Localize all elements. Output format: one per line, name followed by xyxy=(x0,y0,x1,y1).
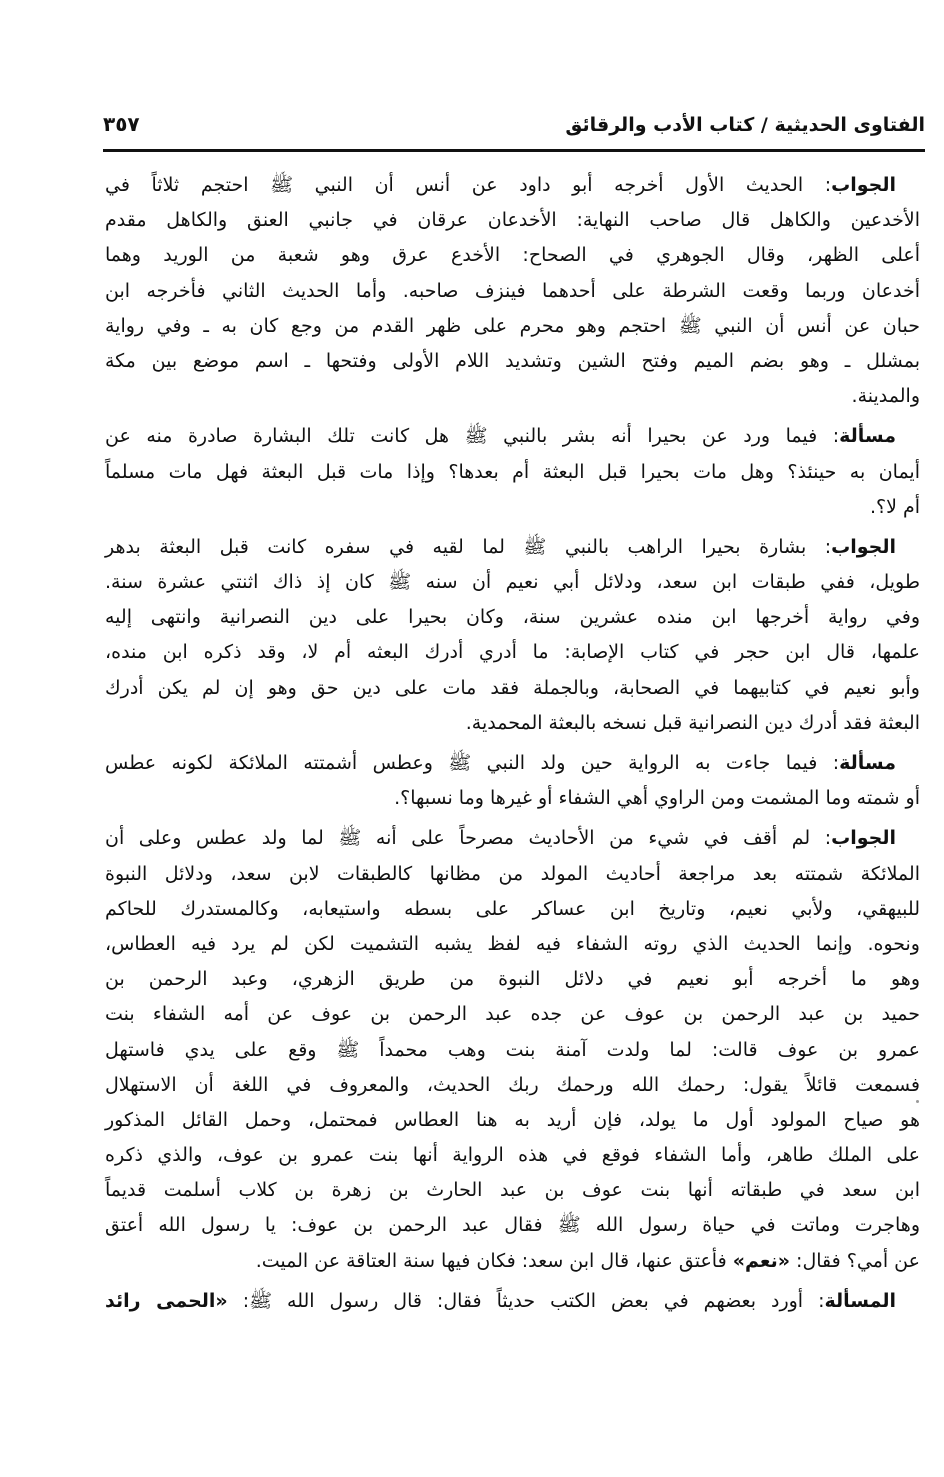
text-segment: ابن سعد في طبقاته أنها بنت عوف بن عبد الحارث بن زهرة بن كلاب أسلمت قديماً xyxy=(105,1179,920,1202)
text-segment: عن أمي؟ فقال: xyxy=(790,1249,920,1272)
text-segment: فأعتق عنها، قال ابن سعد: فكان فيها سنة العتاقة عن الميت. xyxy=(255,1249,733,1272)
text-line xyxy=(105,1033,920,1068)
bold-lead: مسألة xyxy=(839,425,896,448)
paragraph xyxy=(105,530,920,741)
text-line xyxy=(105,168,920,203)
scan-speck xyxy=(916,1100,919,1103)
page-body xyxy=(105,168,920,1324)
bold-lead: «نعم» xyxy=(732,1249,790,1272)
text-line xyxy=(105,857,920,892)
text-segment: الأخدعين والكاهل قال صاحب النهاية: الأخدعان عرقان في جانبي العنق والكاهل مقدم xyxy=(105,209,920,232)
text-line xyxy=(105,927,920,962)
text-line xyxy=(105,892,920,927)
text-segment: والمدينة. xyxy=(851,385,920,408)
text-line xyxy=(105,530,920,565)
text-segment: وهاجرت وماتت في حياة رسول الله ﷺ فقال عبد الرحمن بن عوف: يا رسول الله أعتق xyxy=(105,1214,920,1237)
text-segment: : فيما ورد عن بحيرا أنه بشر بالنبي ﷺ هل كانت تلك البشارة صادرة منه عن xyxy=(105,425,840,448)
text-line xyxy=(105,565,920,600)
text-line xyxy=(105,746,920,781)
text-line xyxy=(105,238,920,273)
text-line xyxy=(105,821,920,856)
text-line xyxy=(105,997,920,1032)
text-line xyxy=(105,309,920,344)
text-line xyxy=(105,455,920,490)
text-line xyxy=(105,671,920,706)
text-line xyxy=(105,1208,920,1243)
text-segment: على الملك طاهر، وأما الشفاء فوقع في هذه الرواية أنها بنت عمرو بن عوف، والذي ذكره xyxy=(105,1144,920,1167)
text-segment: وأبو نعيم في كتابيهما في الصحابة، وبالجملة فقد مات على دين حق وهو إن لم يكن أدرك xyxy=(105,676,920,699)
bold-lead: الجواب xyxy=(831,174,896,196)
paragraph xyxy=(105,1284,920,1319)
text-segment: : الحديث الأول أخرجه أبو داود عن أنس أن النبي ﷺ احتجم ثلاثاً في xyxy=(105,174,832,196)
text-segment: أخدعان وربما وقعت الشرطة على أحدهما فينزف صاحبه. وأما الحديث الثاني فأخرجه ابن xyxy=(105,279,920,302)
text-segment: طويل، ففي طبقات ابن سعد، ودلائل أبي نعيم أن سنه ﷺ كان إذ ذاك اثنتي عشرة سنة. xyxy=(105,571,920,594)
paragraph xyxy=(105,168,920,414)
text-line xyxy=(105,706,920,741)
text-line xyxy=(105,962,920,997)
text-segment: الملائكة شمتته بعد مراجعة أحاديث المولد من مظانها كالطبقات لابن سعد، ودلائل النبوة xyxy=(105,862,920,885)
page-header xyxy=(103,110,925,146)
text-line xyxy=(105,1244,920,1279)
paragraph xyxy=(105,419,920,525)
text-segment: : لم أقف في شيء من الأحاديث مصرحاً على أنه ﷺ لما ولد عطس وعلى أن xyxy=(105,827,832,850)
bold-lead: الجواب xyxy=(831,535,896,558)
text-line xyxy=(105,419,920,454)
paragraph xyxy=(105,746,920,816)
text-segment: علمها، قال ابن حجر في كتاب الإصابة: ما أدري أدرك البعثه أم لا، وقد ذكره ابن منده، xyxy=(105,641,920,664)
text-segment: للبيهقي، ولأبي نعيم، وتاريخ ابن عساكر على بسطه واستيعابه، وكالمستدرك للحاكم xyxy=(105,897,920,920)
text-line xyxy=(105,274,920,309)
text-segment: أم لا؟. xyxy=(869,495,920,518)
text-line xyxy=(105,635,920,670)
text-line xyxy=(105,203,920,238)
bold-lead: «الحمى رائد xyxy=(105,1289,228,1312)
text-line xyxy=(105,1068,920,1103)
text-segment: ونحوه. وإنما الحديث الذي روته الشفاء فيه لفظ يشبه التشميت لكن لم يرد فيه العطاس، xyxy=(105,932,920,955)
text-segment: بمشلل ـ وهو بضم الميم وفتح الشين وتشديد اللام الأولى وفتحها ـ اسم موضع بين مكة xyxy=(105,349,920,372)
text-segment: حبان عن أنس أن النبي ﷺ احتجم وهو محرم على ظهر القدم من وجع كان به ـ وفي رواية xyxy=(105,314,920,337)
text-line xyxy=(105,781,920,816)
page-number: ٣٥٧ xyxy=(103,112,140,136)
bold-lead: مسألة xyxy=(839,752,896,774)
text-segment: البعثة فقد أدرك دين النصرانية قبل نسخه بالبعثة المحمدية. xyxy=(465,711,920,734)
text-segment: أيمان به حينئذ؟ وهل مات بحيرا قبل البعثة أم بعدها؟ وإذا مات قبل البعثة فهل مات مسلماً xyxy=(105,460,920,483)
text-line xyxy=(105,490,920,525)
text-line xyxy=(105,1138,920,1173)
text-segment: هو صياح المولود أول ما يولد، فإن أريد به هنا العطاس فمحتمل، وحمل القائل المذكور xyxy=(105,1108,920,1131)
text-segment: حميد بن عبد الرحمن بن عوف عن جده عبد الرحمن بن عوف عن أمه الشفاء بنت xyxy=(105,1003,920,1026)
text-line xyxy=(105,1284,920,1319)
running-title: الفتاوى الحديثية / كتاب الأدب والرقائق xyxy=(565,114,925,136)
text-segment: وهو ما أخرجه أبو نعيم في دلائل النبوة من طريق الزهري، وعبد الرحمن بن xyxy=(105,968,920,991)
text-line xyxy=(105,600,920,635)
paragraph xyxy=(105,821,920,1278)
text-line xyxy=(105,379,920,414)
text-line xyxy=(105,1173,920,1208)
text-segment: فسمعت قائلاً يقول: رحمك الله ورحمك ربك الحديث، والمعروف في اللغة أن الاستهلال xyxy=(105,1073,920,1096)
text-segment: أو شمته وما المشمت ومن الراوي أهي الشفاء أو غيرها وما نسبها؟. xyxy=(394,787,920,810)
text-segment: عمرو بن عوف قالت: لما ولدت آمنة بنت وهب محمداً ﷺ وقع على يدي فاستهل xyxy=(105,1038,920,1061)
bold-lead: المسألة xyxy=(824,1289,896,1312)
text-line xyxy=(105,1103,920,1138)
bold-lead: الجواب xyxy=(831,827,896,850)
text-segment: : أورد بعضهم في بعض الكتب حديثاً فقال: قال رسول الله ﷺ: xyxy=(227,1289,825,1312)
header-rule xyxy=(103,149,925,152)
text-segment: : فيما جاءت به الرواية حين ولد النبي ﷺ وعطس أشمتته الملائكة لكونه عطس xyxy=(105,752,840,774)
text-segment: أعلى الظهر، وقال الجوهري في الصحاح: الأخدع عرق وهو شعبة من الوريد وهما xyxy=(105,244,920,267)
text-segment: وفي رواية أخرجها ابن منده عشرين سنة، وكان بحيرا على دين النصرانية وانتهى إليه xyxy=(105,606,920,629)
text-segment: : بشارة بحيرا الراهب بالنبي ﷺ لما لقيه في سفره كانت قبل البعثة بدهر xyxy=(105,535,832,558)
text-line xyxy=(105,344,920,379)
